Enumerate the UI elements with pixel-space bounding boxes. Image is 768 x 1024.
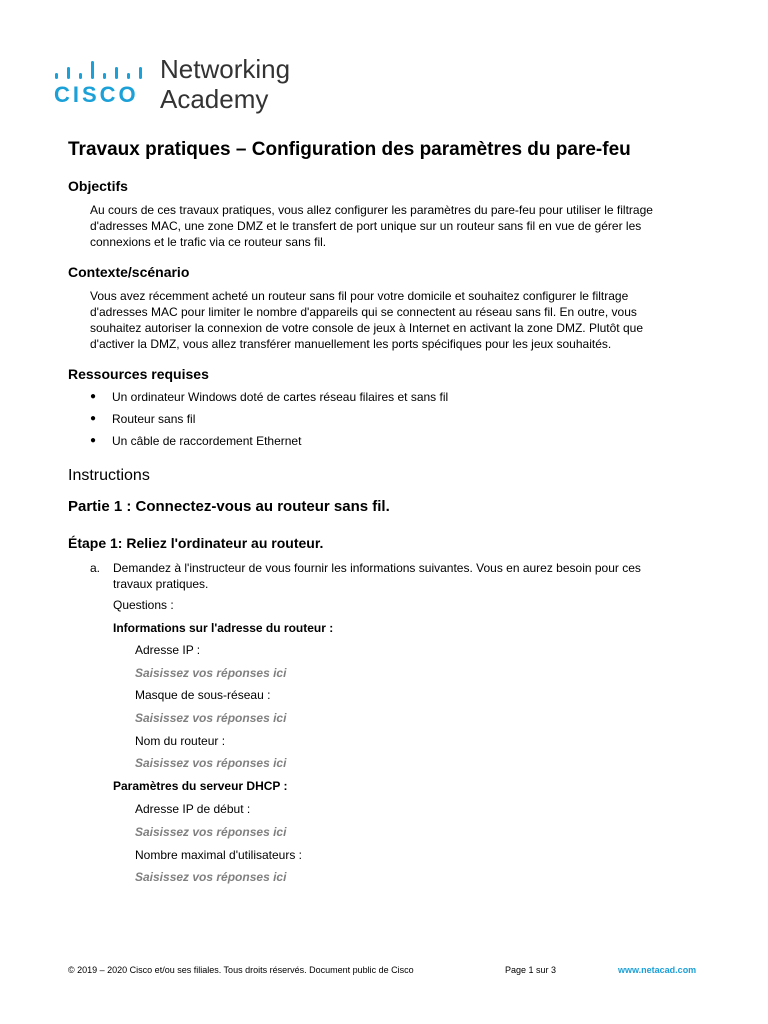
router-name-label: Nom du routeur : <box>135 734 226 748</box>
contexte-line: Vous avez récemment acheté un routeur sans fil pour votre domicile et souhaitez configurer le filtrage <box>90 289 629 303</box>
contexte-line: d'adresses MAC pour limiter le nombre d'appareils qui se connectent au réseau sans fil. En outre, vous <box>90 305 637 319</box>
objectifs-paragraph <box>90 202 710 250</box>
ressources-heading: Ressources requises <box>68 366 209 382</box>
logo-academy-text: Academy <box>160 84 269 114</box>
contexte-heading: Contexte/scénario <box>68 264 190 280</box>
cisco-bars-icon <box>54 61 146 81</box>
bullet-icon: ● <box>90 413 97 424</box>
instructions-heading: Instructions <box>68 467 150 484</box>
partie-1-heading: Partie 1 : Connectez-vous au routeur sans fil. <box>68 498 390 515</box>
cisco-networking-academy-logo <box>54 54 314 118</box>
answer-field[interactable]: Saisissez vos réponses ici <box>135 825 287 839</box>
cisco-wordmark: CISCO <box>54 82 139 107</box>
contexte-line: souhaitez autoriser la connexion de votre console de jeux à Internet en activant la zone DMZ. Plutôt que <box>90 321 643 335</box>
step-a-line: travaux pratiques. <box>113 577 209 591</box>
objectifs-heading: Objectifs <box>68 178 128 194</box>
logo-networking-text: Networking <box>160 54 291 84</box>
footer-page-number: Page 1 sur 3 <box>505 965 557 975</box>
ip-address-label: Adresse IP : <box>135 643 201 657</box>
subnet-mask-label: Masque de sous-réseau : <box>135 688 271 702</box>
step-a-marker: a. <box>90 561 101 575</box>
objectifs-line: connexions et le trafic via ce routeur sans fil. <box>90 235 327 249</box>
answer-field[interactable]: Saisissez vos réponses ici <box>135 666 287 680</box>
ressource-item: Un câble de raccordement Ethernet <box>112 434 302 448</box>
ressource-item: Un ordinateur Windows doté de cartes réseau filaires et sans fil <box>112 390 449 404</box>
start-ip-label: Adresse IP de début : <box>135 802 251 816</box>
bullet-icon: ● <box>90 435 97 446</box>
ressource-item: Routeur sans fil <box>112 412 196 426</box>
answer-field[interactable]: Saisissez vos réponses ici <box>135 870 287 884</box>
max-users-label: Nombre maximal d'utilisateurs : <box>135 848 303 862</box>
bullet-icon: ● <box>90 391 97 402</box>
step-a-line: Demandez à l'instructeur de vous fournir les informations suivantes. Vous en aurez besoin pour ces <box>113 561 641 575</box>
footer-copyright: © 2019 – 2020 Cisco et/ou ses filiales. Tous droits réservés. Document public de Cisco <box>68 965 414 975</box>
step-a-paragraph <box>113 560 713 592</box>
contexte-paragraph <box>90 288 710 352</box>
answer-field[interactable]: Saisissez vos réponses ici <box>135 756 287 770</box>
objectifs-line: Au cours de ces travaux pratiques, vous allez configurer les paramètres du pare-feu pour utiliser le filtrage <box>90 203 653 217</box>
contexte-line: d'activer la DMZ, vous allez transférer manuellement les ports spécifiques pour les jeux souhaités. <box>90 337 612 351</box>
footer-url-link[interactable]: www.netacad.com <box>618 965 697 975</box>
document-title: Travaux pratiques – Configuration des paramètres du pare-feu <box>68 139 631 160</box>
objectifs-line: d'adresses MAC, une zone DMZ et le transfert de port unique sur un routeur sans fil en vue de gérer les <box>90 219 642 233</box>
dhcp-settings-heading: Paramètres du serveur DHCP : <box>113 779 288 793</box>
answer-field[interactable]: Saisissez vos réponses ici <box>135 711 287 725</box>
etape-1-heading: Étape 1: Reliez l'ordinateur au routeur. <box>68 535 324 551</box>
router-info-heading: Informations sur l'adresse du routeur : <box>113 621 334 635</box>
questions-label: Questions : <box>113 598 174 612</box>
